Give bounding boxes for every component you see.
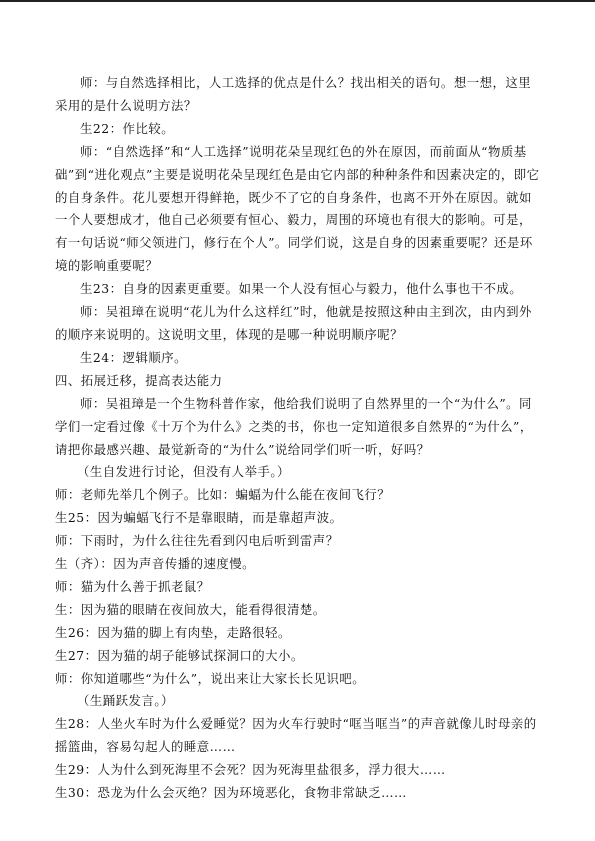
paragraph: 生24：逻辑顺序。 — [80, 349, 188, 365]
dialogue-line: 师：你知道哪些“为什么”，说出来让大家长长见识吧。 — [55, 670, 366, 686]
paragraph: 生22：作比较。 — [80, 120, 175, 136]
paragraph: 师：与自然选择相比，人工选择的优点是什么？找出相关的语句。想一想，这里采用的是什么说明方法？ — [55, 75, 532, 113]
stage-direction: （生踊跃发言。） — [77, 693, 174, 709]
dialogue-line: 生30：恐龙为什么会灭绝？因为环境恶化，食物非常缺乏…… — [55, 785, 407, 801]
dialogue-line: 师：老师先举几个例子。比如：蝙蝠为什么能在夜间飞行？ — [55, 487, 391, 503]
dialogue-line: 生（齐）：因为声音传播的速度慢。 — [55, 556, 256, 572]
dialogue-line: 生29：人为什么到死海里不会死？因为死海里盐很多，浮力很大…… — [55, 762, 446, 778]
paragraph: 师：吴祖璋在说明“花儿为什么这样红”时，他就是按照这种由主到次，由内到外的顺序来说明的。这说明文里，体现的是哪一种说明顺序呢？ — [55, 304, 532, 342]
dialogue-line: 生：因为猫的眼睛在夜间放大，能看得很清楚。 — [55, 601, 326, 617]
top-rule — [0, 0, 595, 2]
dialogue-line: 师：猫为什么善于抓老鼠？ — [55, 578, 210, 594]
dialogue-line: 生27：因为猫的胡子能够试探洞口的大小。 — [55, 647, 304, 663]
paragraph: 生23：自身的因素更重要。如果一个人没有恒心与毅力，他什么事也干不成。 — [80, 281, 523, 297]
paragraph: 师：“自然选择”和“人工选择”说明花朵呈现红色的外在原因，而前面从“物质基础”到“进化观点”主要是说明花朵呈现红色是由它内部的种种条件和因素决定的，即它的自身条件。花儿要想开得鲜艳，既少不了它的自身条件，也离不开外在原因。就如一个人要想成才，他自己必须要有恒心、毅力，周围的环境也有很大的影响。可是，有一句话说“师父领进门，修行在个人”。同学们说，这是自身的因素重要呢？还是环境的影响重要呢？ — [55, 143, 540, 274]
paragraph: 师：吴祖璋是一个生物科普作家，他给我们说明了自然界里的一个“为什么”。同学们一定看过像《十万个为什么》之类的书，你也一定知道很多自然界的“为什么”，请把你最感兴趣、最觉新奇的“为什么”说给同学们听一听，好吗？ — [55, 395, 533, 457]
section-heading: 四、拓展迁移，提高表达能力 — [55, 372, 223, 388]
dialogue-line: 生26：因为猫的脚上有肉垫，走路很轻。 — [55, 624, 291, 640]
dialogue-line: 生28：人坐火车时为什么爱睡觉？因为火车行驶时“哐当哐当”的声音就像儿时母亲的摇篮曲，容易勾起人的睡意…… — [55, 716, 537, 755]
dialogue-line: 生25：因为蝙蝠飞行不是靠眼睛，而是靠超声波。 — [55, 510, 343, 526]
stage-direction: （生自发进行讨论，但没有人举手。） — [77, 464, 290, 480]
dialogue-line: 师：下雨时，为什么往往先看到闪电后听到雷声？ — [55, 533, 339, 549]
document-body — [55, 72, 540, 805]
